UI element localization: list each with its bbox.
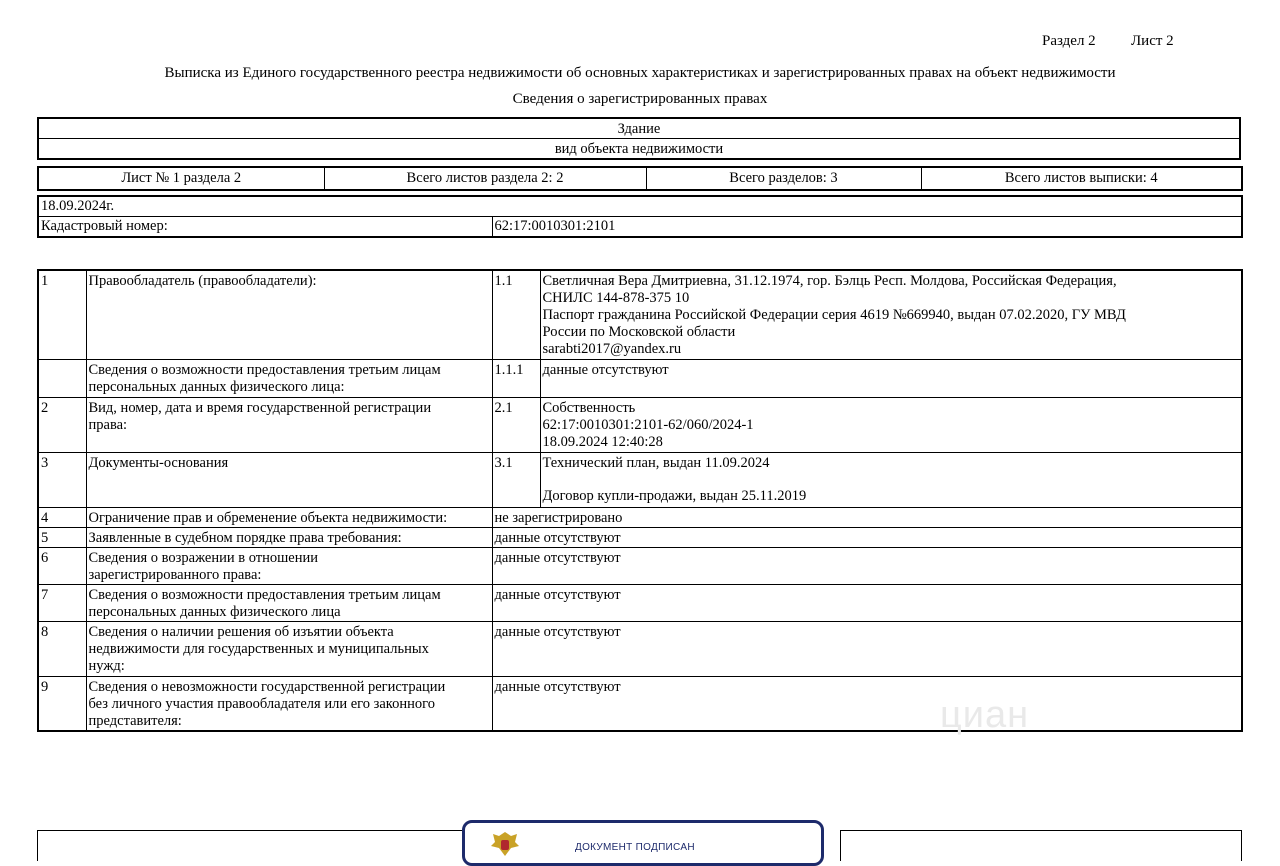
row-number: 1 (38, 270, 86, 359)
row-label: Заявленные в судебном порядке права требования: (86, 527, 492, 547)
total-section-sheets: Всего листов раздела 2: 2 (324, 167, 646, 190)
row-value: данные отсутствуют (540, 359, 1242, 397)
row-label-line: Вид, номер, дата и время государственной регистрации (88, 399, 432, 416)
sheet-label: Лист 2 (1131, 33, 1174, 49)
row-label (86, 621, 492, 676)
document-title: Выписка из Единого государственного реестра недвижимости об основных характеристиках и зарегистрированных правах на объект недвижимости (164, 65, 1116, 81)
table-row (38, 359, 1242, 397)
row-label-line: права: (88, 416, 128, 433)
row-label: Ограничение прав и обременение объекта недвижимости: (86, 507, 492, 527)
row-subnumber: 1.1.1 (492, 359, 540, 397)
sheet-info-table (37, 166, 1243, 191)
stamp-text: ДОКУМЕНТ ПОДПИСАН (575, 842, 695, 853)
holder-email: sarabti2017@yandex.ru (542, 341, 682, 357)
row-label: Правообладатель (правообладатели): (86, 270, 492, 359)
object-type-label: вид объекта недвижимости (38, 139, 1240, 160)
row-label-line: нужд: (88, 657, 125, 674)
registration-value (540, 397, 1242, 452)
table-row (38, 547, 1242, 584)
object-type-table (37, 117, 1241, 160)
row-label-line: недвижимости для государственных и муниципальных (88, 640, 429, 657)
row-number: 3 (38, 452, 86, 507)
watermark: циан (940, 694, 1030, 736)
identity-table (37, 195, 1243, 238)
document-subtitle: Сведения о зарегистрированных правах (512, 91, 768, 107)
right-type: Собственность (542, 399, 636, 416)
cadastral-number-label: Кадастровый номер: (38, 217, 492, 238)
row-label-line: зарегистрированного права: (88, 566, 262, 583)
row-number: 8 (38, 621, 86, 676)
holder-name: Светличная Вера Дмитриевна, 31.12.1974, гор. Бэлць Респ. Молдова, Российская Федерация, (542, 273, 1117, 289)
section-label: Раздел 2 (1042, 33, 1096, 49)
row-value: не зарегистрировано (492, 507, 1242, 527)
row-label (86, 584, 492, 621)
rights-table (37, 269, 1243, 732)
row-label (86, 547, 492, 584)
row-label-line: персональных данных физического лица (88, 603, 341, 620)
total-sections: Всего разделов: 3 (646, 167, 921, 190)
signature-stamp (462, 820, 824, 866)
total-extract-sheets: Всего листов выписки: 4 (921, 167, 1242, 190)
document-item: Технический план, выдан 11.09.2024 (542, 454, 770, 471)
row-value: данные отсутствуют (492, 584, 1242, 621)
row-label: Документы-основания (86, 452, 492, 507)
documents-value (540, 452, 1242, 507)
table-row (38, 507, 1242, 527)
table-row (38, 584, 1242, 621)
row-number: 6 (38, 547, 86, 584)
holder-passport: Паспорт гражданина Российской Федерации серия 4619 №669940, выдан 07.02.2020, ГУ МВД (542, 307, 1126, 323)
row-number: 5 (38, 527, 86, 547)
row-label-line: Сведения о наличии решения об изъятии объекта (88, 623, 394, 640)
document-item: Договор купли-продажи, выдан 25.11.2019 (542, 487, 807, 504)
row-number: 4 (38, 507, 86, 527)
table-row (38, 397, 1242, 452)
row-label (86, 359, 492, 397)
row-label-line: Сведения о возражении в отношении (88, 549, 319, 566)
row-number: 9 (38, 676, 86, 731)
row-value: данные отсутствуют (492, 547, 1242, 584)
row-number: 7 (38, 584, 86, 621)
table-row (38, 621, 1242, 676)
row-label (86, 676, 492, 731)
table-row (38, 270, 1242, 359)
row-subnumber: 1.1 (492, 270, 540, 359)
sheet-number: Лист № 1 раздела 2 (38, 167, 324, 190)
row-label-line: представителя: (88, 712, 182, 729)
row-value: данные отсутствуют (492, 527, 1242, 547)
extract-date: 18.09.2024г. (38, 196, 1242, 217)
row-subnumber: 3.1 (492, 452, 540, 507)
row-value: данные отсутствуют (492, 621, 1242, 676)
holder-passport-issuer: России по Московской области (542, 324, 736, 340)
table-row (38, 452, 1242, 507)
row-label-line: персональных данных физического лица: (88, 378, 345, 395)
table-row (38, 527, 1242, 547)
row-label-line: Сведения о возможности предоставления третьим лицам (88, 586, 441, 603)
row-label-line: Сведения о невозможности государственной регистрации (88, 678, 446, 695)
right-holder-value (540, 270, 1242, 359)
row-number: 2 (38, 397, 86, 452)
row-label-line: Сведения о возможности предоставления третьим лицам (88, 361, 441, 378)
registration-datetime: 18.09.2024 12:40:28 (542, 433, 663, 450)
registration-number: 62:17:0010301:2101-62/060/2024-1 (542, 416, 754, 433)
row-subnumber: 2.1 (492, 397, 540, 452)
cadastral-number-value: 62:17:0010301:2101 (492, 217, 1242, 238)
row-value: данные отсутствуют (492, 676, 1242, 731)
coat-of-arms-icon (487, 828, 523, 858)
holder-snils: СНИЛС 144-878-375 10 (542, 290, 690, 306)
row-label-line: без личного участия правообладателя или его законного (88, 695, 435, 712)
row-label (86, 397, 492, 452)
object-type-value: Здание (38, 118, 1240, 139)
